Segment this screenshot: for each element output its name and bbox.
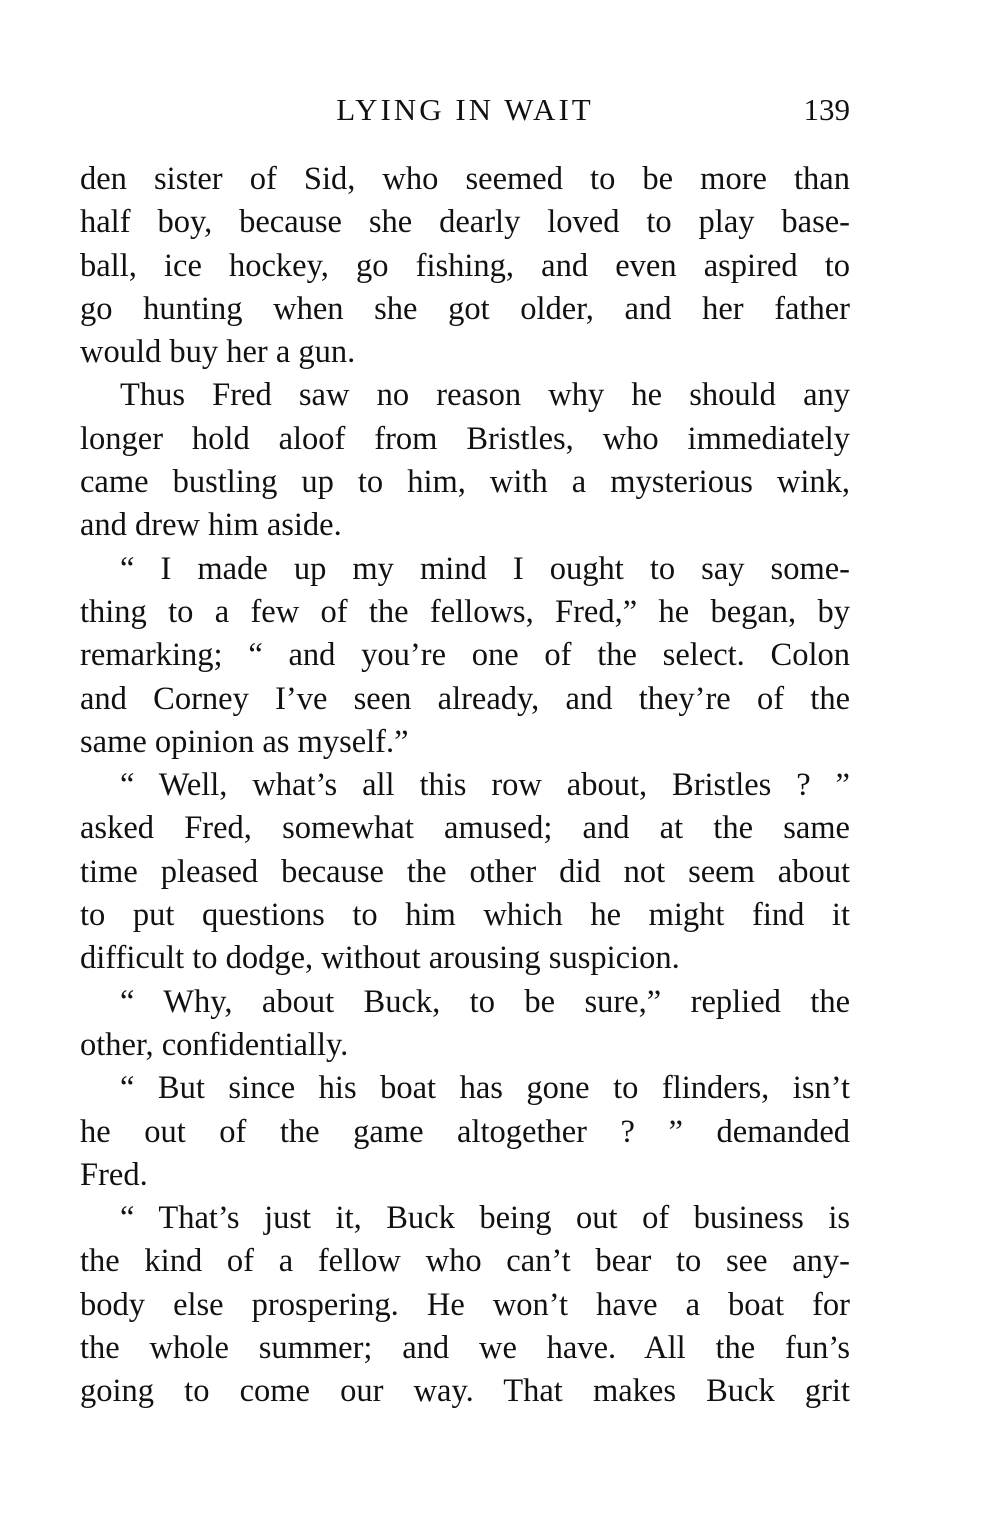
text-line: would buy her a gun. xyxy=(80,334,356,371)
text-line: longer hold aloof from Bristles, who immediately xyxy=(80,420,850,457)
text-line: go hunting when she got older, and her father xyxy=(80,290,850,327)
running-title: LYING IN WAIT xyxy=(336,92,594,127)
text-line: “ That’s just it, Buck being out of business is xyxy=(120,1200,850,1237)
text-line: Fred. xyxy=(80,1156,148,1193)
text-line: and Corney I’ve seen already, and they’re of the xyxy=(80,680,850,717)
body-text xyxy=(80,158,850,1414)
text-line: ball, ice hockey, go fishing, and even aspired to xyxy=(80,247,850,284)
text-line: to put questions to him which he might find it xyxy=(80,897,850,934)
text-line: going to come our way. That makes Buck grit xyxy=(80,1373,850,1410)
text-line: “ I made up my mind I ought to say some- xyxy=(120,550,850,587)
text-line: den sister of Sid, who seemed to be more than xyxy=(80,161,850,197)
text-line: half boy, because she dearly loved to play base- xyxy=(80,204,850,241)
text-line: “ Well, what’s all this row about, Bristles ? ” xyxy=(120,767,850,804)
text-line: difficult to dodge, without arousing suspicion. xyxy=(80,940,680,977)
text-line: the whole summer; and we have. All the fun’s xyxy=(80,1330,850,1367)
text-line: “ But since his boat has gone to flinders, isn’t xyxy=(120,1070,850,1107)
text-line: he out of the game altogether ? ” demanded xyxy=(80,1113,850,1150)
text-line: and drew him aside. xyxy=(80,507,342,544)
text-line: the kind of a fellow who can’t bear to see any- xyxy=(80,1243,850,1280)
text-line: came bustling up to him, with a mysterious wink, xyxy=(80,464,850,501)
page-number: 139 xyxy=(803,92,850,127)
running-head xyxy=(80,88,850,132)
text-line: Thus Fred saw no reason why he should any xyxy=(120,377,850,414)
text-line: thing to a few of the fellows, Fred,” he began, by xyxy=(80,593,850,630)
text-line: remarking; “ and you’re one of the select. Colon xyxy=(80,637,850,674)
text-line: body else prospering. He won’t have a boat for xyxy=(80,1286,850,1323)
text-line: same opinion as myself.” xyxy=(80,723,409,760)
text-line: “ Why, about Buck, to be sure,” replied the xyxy=(120,983,850,1020)
text-line: time pleased because the other did not seem about xyxy=(80,853,850,890)
text-line: other, confidentially. xyxy=(80,1026,349,1063)
text-line: asked Fred, somewhat amused; and at the same xyxy=(80,810,850,847)
